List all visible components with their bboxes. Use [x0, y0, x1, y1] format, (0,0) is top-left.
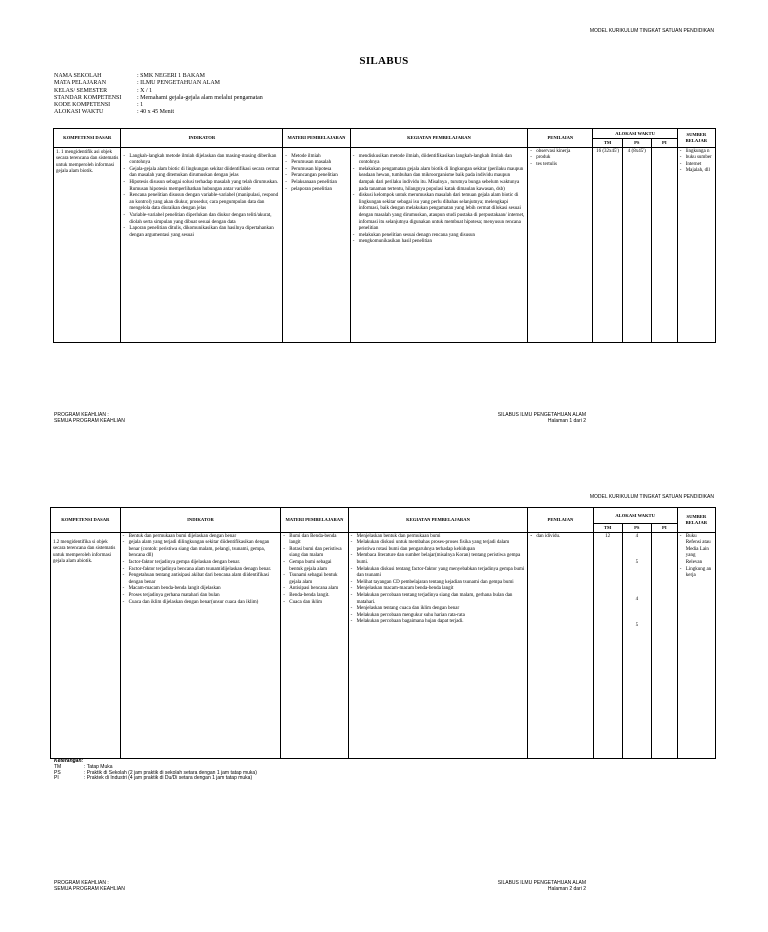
col-tm: TM	[593, 139, 622, 148]
identity-row	[54, 102, 263, 109]
footer-right-2: SILABUS ILMU PENGETAHUAN ALAM Halaman 2 dari 2	[497, 880, 586, 892]
col-sumber: SUMBER BELAJAR	[677, 129, 715, 148]
identity-label: KELAS/ SEMESTER	[54, 87, 108, 94]
kegiatan-item: - Melakukan percobaan bagaimana hujan dapat terjadi.	[351, 619, 526, 626]
cell-tm: 16 (32x45')	[593, 147, 622, 342]
materi-item: - Pelaksanaan penelitian	[285, 180, 347, 187]
indikator-item: - Pengetahuan tentang antisipasi akibat dari bencana alam diidentifikasi dengan benar	[123, 573, 279, 586]
col-kd: KOMPETENSI DASAR	[54, 129, 121, 148]
sumber-item: - lingkunga n	[680, 149, 713, 156]
cell-sumber-2	[677, 532, 715, 758]
cell-pi-2	[651, 532, 677, 758]
col-kd-2: KOMPETENSI DASAR	[51, 508, 121, 533]
kegiatan-item: - mendiskusikan metode ilmiah, diidentifikasikan langkah-langkah ilmiah dan contohnya	[353, 154, 526, 167]
penilaian-item: - observasi kinerja	[530, 149, 590, 156]
kegiatan-item: - melakukan penelitian sesuai denagn rencana yang disusun	[353, 233, 526, 240]
col-ps: PS	[622, 139, 651, 148]
keterangan-value: : Tatap Muka	[84, 763, 113, 770]
materi-item: - Bumi dan Benda-benda langit	[283, 534, 345, 547]
page1-header: MODEL KURIKULUM TINGKAT SATUAN PENDIDIKAN	[589, 28, 714, 34]
col-alokasi-2: ALOKASI WAKTU	[593, 508, 677, 524]
sumber-item: - Internet	[680, 162, 713, 169]
kegiatan-item: - Menjelaskan bentuk dan permukaan bumi	[351, 534, 526, 541]
materi-item: - Benda-benda langit.	[283, 593, 345, 600]
keterangan-label: PS	[54, 769, 61, 776]
identity-value: : 40 x 45 Menit	[137, 109, 174, 116]
keterangan-label: TM	[54, 763, 62, 770]
footer-left-1: PROGRAM KEAHLIAN : SEMUA PROGRAM KEAHLIAN	[54, 412, 125, 424]
cell-materi-2	[281, 532, 348, 758]
cell-kd: 1. 1 mengidentifik asi objek secara terencana dan sistematis untuk memperoleh informasi gejala alam biotik.	[54, 147, 121, 342]
cell-pi	[651, 147, 677, 342]
materi-item: - Gempa bumi sebagai bentuk gejala alam	[283, 560, 345, 573]
materi-item: - Metode ilmiah	[285, 154, 347, 161]
identity-label: NAMA SEKOLAH	[54, 73, 102, 79]
cell-kegiatan	[350, 147, 528, 342]
kegiatan-item: - diskusi kelompok untuk merumuskan masalah dari temuan gejala alam biotic di lingkungan sekitar sebagai isu yang perlu dibahas selanjutnya; melengkapi informasi, baik dengan melakukan pengamatan yang lebih cermat dilokasi sesuai dengan masalah yang dirumuskan, ataupun studi pustaka di perpustakaan/ internet, informasi itu selanjutnya digunakan untuk membuat hipotesa; menyusun rencana penelitian	[353, 193, 526, 233]
indikator-item: - Rencana penelitian disusun dengan variable-variabel (manipulasi, respond an kontrol) yang akan diukur, prosedur, cara pengumpulan data dan mengelola data diuraikan dengan jelas	[123, 193, 280, 213]
identity-row	[54, 109, 263, 116]
cell-tm-2: 12	[593, 532, 622, 758]
kegiatan-item: - Melihat tayangan CD pembelajaran tentang kejadian tsunami dan gempa bumi	[351, 580, 526, 587]
keterangan-value: : Praktek di Industri (4 jam praktik di Du/Di setara dengan 1 jam tatap muka)	[84, 775, 253, 782]
materi-item: - Cuaca dan iklim	[283, 600, 345, 607]
materi-item: - Perumusan hipotesa	[285, 167, 347, 174]
indikator-item: - Langkah-langkah metode ilmiah dijelaskan dan masing-masing diberikan contohnya	[123, 154, 280, 167]
indikator-item: - Factor-faktor terjadinya bencana alam tsunamidijelaskan denagn benar.	[123, 567, 279, 574]
identity-label: MATA PELAJARAN	[54, 80, 107, 87]
cell-indikator	[121, 147, 283, 342]
page-title: SILABUS	[359, 55, 409, 67]
cell-sumber	[677, 147, 715, 342]
identity-block	[54, 73, 263, 117]
identity-value: : ILMU PENGETAHUAN ALAM	[137, 80, 221, 87]
keterangan-row	[54, 776, 257, 782]
col-pi: PI	[651, 139, 677, 148]
sumber-item: - Buku Refensi atau Media Lain yang Relevan	[680, 534, 713, 567]
kegiatan-item: - Menjelaskan tentang cuaca dan iklim dengan benar	[351, 606, 526, 613]
kegiatan-item: - Membaca literature dan sumber belajar(misalnya Koran) tentang peristiwa gempa bumi.	[351, 553, 526, 566]
cell-materi	[283, 147, 350, 342]
col-materi-2: MATERI PEMBELAJARAN	[281, 508, 348, 533]
keterangan-label: PI	[54, 775, 59, 782]
sumber-item: - buku sumber	[680, 155, 713, 162]
kegiatan-item: - Melakukan percobaan tentang terjadinya siang dan malam, gerhana bulan dan matahari.	[351, 593, 526, 606]
kegiatan-item: - Melakukan diskusi tentang factor-faktor yang menyebabkan terjadinya gempa bumi dan tsunami	[351, 567, 526, 580]
footer-left-2: PROGRAM KEAHLIAN : SEMUA PROGRAM KEAHLIAN	[54, 880, 125, 892]
cell-indikator-2	[120, 532, 281, 758]
col-tm-2: TM	[593, 524, 622, 533]
cell-ps: 4 (8x45')	[622, 147, 651, 342]
identity-row	[54, 80, 263, 87]
cell-kegiatan-2	[348, 532, 528, 758]
identity-value: : Memahami gejala-gejala alam melalui pengamatan	[137, 94, 263, 101]
identity-value: : SMK NEGERI 1 BAKAM	[137, 73, 206, 79]
keterangan-value: : Praktik di Sekolah (2 jam praktik di sekolah setara dengan 1 jam tatap muka)	[84, 769, 257, 776]
indikator-item: - gejala alam yang terjadi dilingkungan sekitar diidentifikasikan dengan benar (contoh: peristiwa siang dan malam, pelangi, tsunami, gempa, bencana dll)	[123, 540, 279, 560]
identity-value: : 1	[137, 102, 144, 109]
kegiatan-item: - Melakukan percobaan mengukur suhu harian rata-rata	[351, 613, 526, 620]
materi-item: - Rotasi bumi dan peristiwa siang dan malam	[283, 547, 345, 560]
cell-penilaian-2	[528, 532, 593, 758]
cell-ps-2: 4 5 4 5	[622, 532, 651, 758]
syllabus-table-2	[50, 507, 716, 759]
cell-penilaian	[528, 147, 593, 342]
indikator-item: - Hipotesis disusun sebagai solusi terhadap masalah yang telah dirumuskan. Rumusan hipotesis memperlihatkan hubungan antar variable	[123, 180, 280, 193]
penilaian-item: - produk	[530, 155, 590, 162]
sumber-item: - Lingkung an kerja	[680, 567, 713, 580]
cell-kd-2: 1.2 mengidentifika si objek secara terencana dan sistematis untuk memperoleh informasi gejala alam abiotik.	[51, 532, 121, 758]
sumber-item: - Majalah, dll	[680, 168, 713, 175]
col-indikator: INDIKATOR	[121, 129, 283, 148]
keterangan: Keterangan: TM : Tatap Muka PS : Praktik di Sekolah (2 jam praktik di sekolah setara dengan 1 jam tatap muka) PI : Praktek di Industri (4 jam praktik di Du/Di setara dengan 1 jam tatap muka)	[54, 758, 257, 782]
identity-label: KODE KOMPETENSI	[54, 102, 111, 109]
identity-row	[54, 95, 263, 102]
indikator-item: - factor-faktor terjadinya gempa dijelaskan dengan benar.	[123, 560, 279, 567]
materi-item: - Perancangan penelitian	[285, 173, 347, 180]
col-penilaian-2: PENILAIAN	[528, 508, 593, 533]
page2-header: MODEL KURIKULUM TINGKAT SATUAN PENDIDIKAN	[589, 494, 714, 500]
kegiatan-item: - Melakukan diskusi untuk membahas proses-proses fisika yang terjadi dalam peristiwa rotasi bumi dan pengaruhnya terhadap kehidupan	[351, 540, 526, 553]
col-kegiatan: KEGIATAN PEMBELAJARAN	[350, 129, 528, 148]
indikator-item: - Laporan penelitian ditulis, dikomunikasikan dan hasilnya dipertahankan dengan argumentasi yang sesuai	[123, 226, 280, 239]
identity-label: ALOKASI WAKTU	[54, 109, 104, 116]
col-pi-2: PI	[651, 524, 677, 533]
identity-label: STANDAR KOMPETENSI	[54, 94, 122, 101]
penilaian-item: - tes tertulis	[530, 162, 590, 169]
identity-value: : X / 1	[137, 87, 153, 94]
materi-item: - pelaporan penelitian	[285, 187, 347, 194]
col-kegiatan-2: KEGIATAN PEMBELAJARAN	[348, 508, 528, 533]
materi-item: - Tsunami sebagai bentuk gejala alam	[283, 573, 345, 586]
indikator-item: - Cuaca dan iklim dijelaskan dengan benar(unsur cuaca dan iklim)	[123, 600, 279, 607]
kegiatan-item: - melakukan pengamatan gejala alam biotik di lingkungan sekitar (perilaku maupun keadaan hewan, tumbuhan dan mikroorganisme baik pada individu maupun dampak dari perilaku individu itu. Misalnya , turutnya bunga sebelum waktunya pada tanaman tertentu, hilangnya populasi katak dimaulan kawasan, dsb)	[353, 167, 526, 193]
syllabus-table-1	[53, 128, 716, 343]
indikator-item: - Gejala-gejala alam biotic di lingkungan sekitar diidentifikasi secara cermat dan masalah yang ditemukan dirumuskan dengan jelas	[123, 167, 280, 180]
col-materi: MATERI PEMBELAJARAN	[283, 129, 350, 148]
col-ps-2: PS	[622, 524, 651, 533]
materi-item: - Perumusan masalah	[285, 160, 347, 167]
col-penilaian: PENILAIAN	[528, 129, 593, 148]
col-indikator-2: INDIKATOR	[120, 508, 281, 533]
identity-row	[54, 88, 263, 95]
materi-item: - Antisipasi bencana alam	[283, 586, 345, 593]
col-sumber-2: SUMBER BELAJAR	[677, 508, 715, 533]
kegiatan-item: - Menjelaskan macam-macam benda-benda langit	[351, 586, 526, 593]
kegiatan-item: - mengkomunikasikan hasil penelitian	[353, 239, 526, 246]
footer-right-1: SILABUS ILMU PENGETAHUAN ALAM Halaman 1 dari 2	[497, 412, 586, 424]
penilaian-item: - dan idividu.	[530, 534, 590, 541]
indikator-item: - Macam-macam benda-benda langit dijelaskan	[123, 586, 279, 593]
identity-row	[54, 73, 263, 80]
col-alokasi: ALOKASI WAKTU	[593, 129, 677, 139]
indikator-item: - Variable-variabel penelitian diperlukan dan diukur dengan teliti/akurat, diolah serta simpulan yang dibuat sesuai dengan data	[123, 213, 280, 226]
indikator-item: - Bentuk dan permukaan bumi dijelaskan dengan benar	[123, 534, 279, 541]
indikator-item: - Proses terjadinya gerhana matahari dan bulan	[123, 593, 279, 600]
